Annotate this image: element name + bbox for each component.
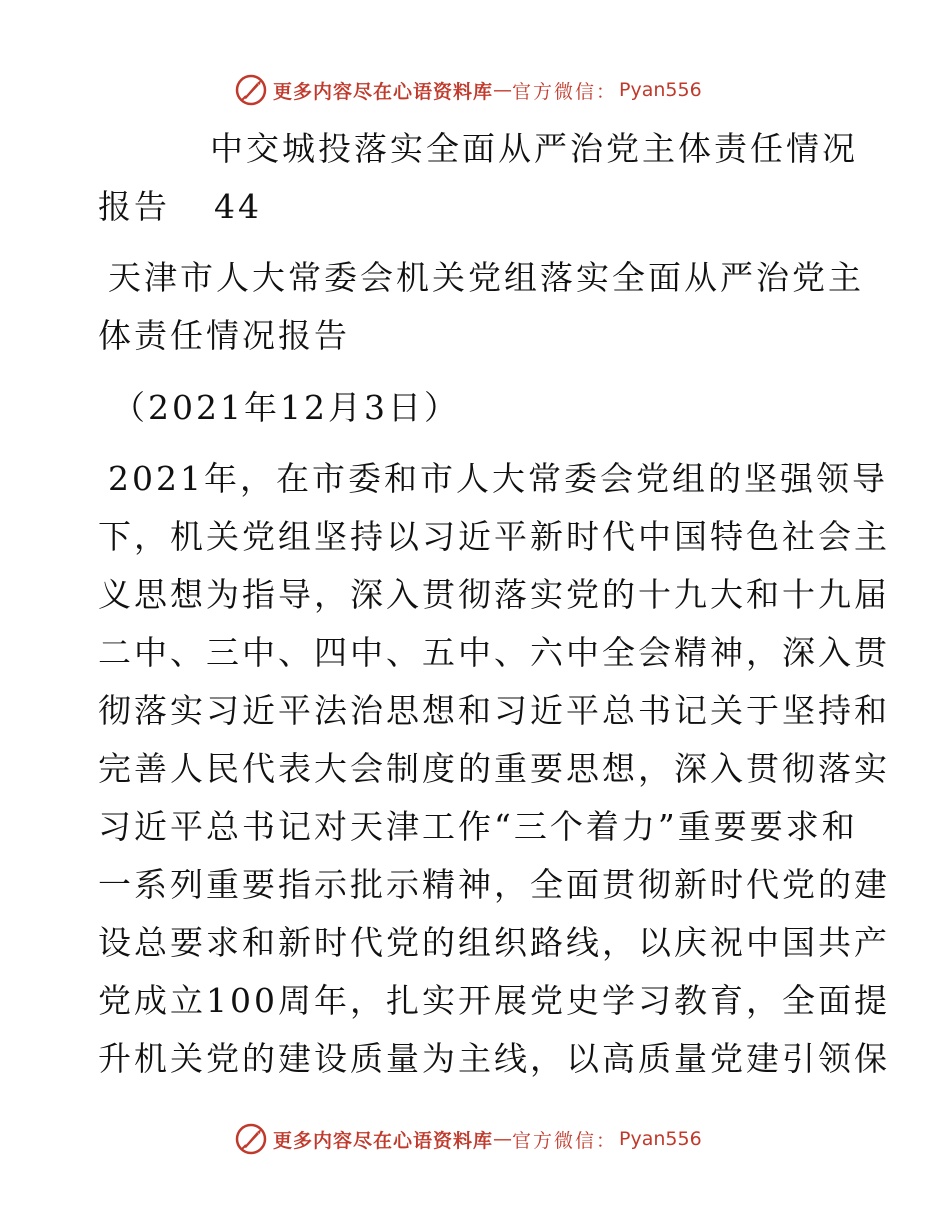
doc-title-line-2	[98, 178, 858, 236]
report-title	[98, 249, 864, 365]
body-line: 完善人民代表大会制度的重要思想，深入贯彻落实	[98, 749, 890, 788]
body-line: 设总要求和新时代党的组织路线，以庆祝中国共产	[98, 923, 890, 962]
report-title-line-2: 体责任情况报告	[98, 316, 350, 355]
quill-pen-logo-icon	[235, 74, 267, 106]
report-date: （2021年12月3日）	[112, 388, 460, 427]
watermark-brand: 更多内容尽在心语资料库	[273, 80, 494, 103]
watermark-dash: —	[493, 1128, 513, 1150]
header-watermark	[235, 73, 702, 107]
doc-title-line-2-text: 报告	[98, 187, 170, 226]
body-line: 一系列重要指示批示精神，全面贯彻新时代党的建	[98, 865, 890, 904]
body-line: 升机关党的建设质量为主线，以高质量党建引领保	[98, 1039, 890, 1078]
body-line: 彻落实习近平法治思想和习近平总书记关于坚持和	[98, 691, 890, 730]
report-title-line-1: 天津市人大常委会机关党组落实全面从严治党主	[108, 258, 864, 297]
doc-title	[98, 120, 858, 236]
body-line: 习近平总书记对天津工作“三个着力”重要要求和	[98, 807, 858, 846]
watermark-official-label: 官方微信：	[512, 80, 618, 103]
watermark-wechat-id: Pyan556	[619, 1128, 702, 1150]
watermark-brand: 更多内容尽在心语资料库	[273, 1129, 494, 1152]
document-body	[98, 120, 890, 1088]
page-number: 44	[214, 187, 262, 226]
quill-pen-logo-icon	[235, 1123, 267, 1155]
body-line: 下，机关党组坚持以习近平新时代中国特色社会主	[98, 517, 890, 556]
doc-title-line-1: 中交城投落实全面从严治党主体责任情况	[210, 129, 858, 168]
body-line: 2021年，在市委和市人大常委会党组的坚强领导	[108, 459, 888, 498]
body-line: 义思想为指导，深入贯彻落实党的十九大和十九届	[98, 575, 890, 614]
footer-watermark	[235, 1122, 702, 1156]
body-paragraph	[98, 450, 890, 1088]
body-line: 党成立100周年，扎实开展党史学习教育，全面提	[98, 981, 890, 1020]
body-line: 二中、三中、四中、五中、六中全会精神，深入贯	[98, 633, 890, 672]
watermark-dash: —	[493, 79, 513, 101]
watermark-wechat-id: Pyan556	[619, 79, 702, 101]
watermark-official-label: 官方微信：	[512, 1129, 618, 1152]
